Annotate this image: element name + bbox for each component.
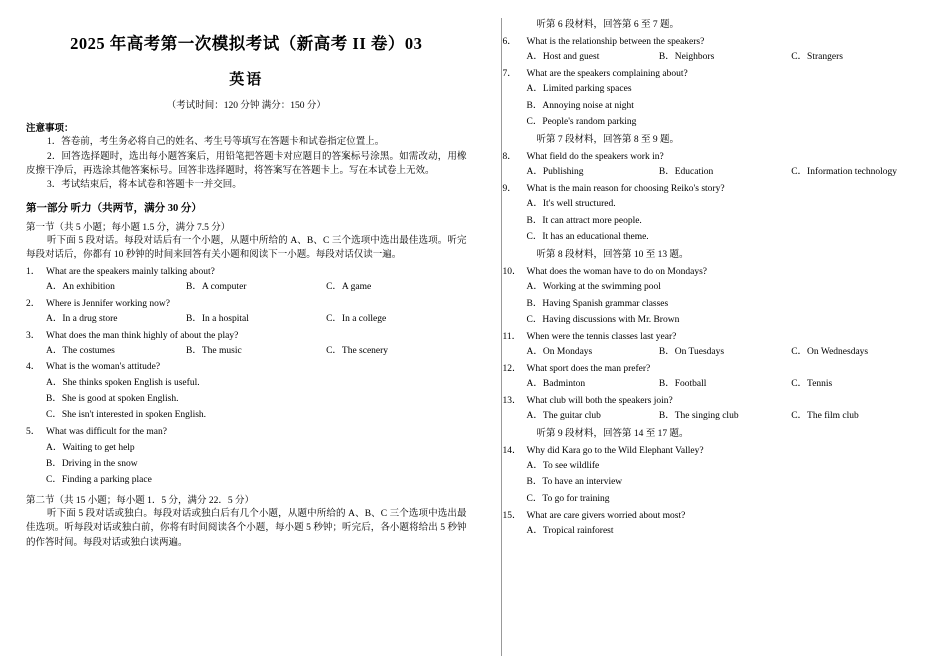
right-column (475, 18, 924, 662)
left-column (26, 18, 475, 662)
option-a[interactable]: A．Limited parking spaces (526, 84, 632, 95)
page-title: 2025 年高考第一次模拟考试（新高考 II 卷）03 (70, 34, 423, 53)
question-number: 3． (26, 330, 41, 341)
question-item (503, 67, 924, 81)
option-c[interactable]: C．Tennis (791, 379, 833, 390)
notice-item: 3．考试结束后，将本试卷和答题卡一并交回。 (47, 180, 242, 191)
question-number: 10． (502, 267, 522, 278)
question-item (503, 444, 924, 458)
option-b[interactable]: B．The music (186, 345, 242, 356)
question-number: 11． (502, 331, 522, 342)
question-stem: Why did Kara go to the Wild Elephant Valley? (526, 446, 704, 457)
question-item (26, 360, 467, 374)
option-c[interactable]: C．On Wednesdays (791, 347, 869, 358)
question-item (26, 425, 467, 439)
question-item (503, 265, 924, 279)
part-one-heading: 第一部分 听力（共两节，满分 30 分） (26, 203, 202, 215)
option-b[interactable]: B．To have an interview (526, 477, 623, 488)
listening-material-label: 听第 9 段材料，回答第 14 至 17 题。 (536, 428, 689, 439)
question-stem: Where is Jennifer working now? (46, 298, 170, 309)
question-item (503, 509, 924, 523)
option-a[interactable]: A．To see wildlife (526, 461, 600, 472)
question-stem: What is the relationship between the speakers? (526, 37, 705, 48)
question-item (26, 329, 467, 343)
option-b[interactable]: B．Education (658, 167, 714, 178)
question-stem: What is the main reason for choosing Reiko's story? (526, 184, 725, 195)
option-c[interactable]: C．People's random parking (526, 116, 637, 127)
option-b[interactable]: B．Annoying noise at night (526, 100, 634, 111)
option-a[interactable]: A．Waiting to get help (46, 442, 135, 453)
question-stem: What does the man think highly of about the play? (46, 330, 239, 341)
option-a[interactable]: A．She thinks spoken English is useful. (46, 377, 200, 388)
question-number: 5． (26, 427, 41, 438)
option-a[interactable]: A．Tropical rainforest (526, 526, 614, 537)
question-number: 8． (502, 152, 517, 163)
option-a[interactable]: A．It's well structured. (526, 199, 616, 210)
option-b[interactable]: B．In a hospital (186, 313, 249, 324)
section-one-heading: 第一节（共 5 小题；每小题 1.5 分，满分 7.5 分） (26, 223, 231, 234)
option-b[interactable]: B．Neighbors (658, 52, 715, 63)
option-b[interactable]: B．She is good at spoken English. (46, 393, 179, 404)
question-stem: When were the tennis classes last year? (526, 331, 677, 342)
listening-material-label: 听第 6 段材料，回答第 6 至 7 题。 (536, 20, 680, 30)
question-stem: What is the woman's attitude? (46, 362, 161, 373)
option-b[interactable]: B．It can attract more people. (526, 215, 642, 226)
option-a[interactable]: A．Working at the swimming pool (526, 282, 661, 293)
option-c[interactable]: C．A game (326, 281, 372, 292)
option-c[interactable]: C．Information technology (791, 167, 898, 178)
section-two-instructions: 听下面 5 段对话或独白。每段对话或独白后有几个小题，从题中所给的 A、B、C 三个选项中选出最佳选项。听每段对话或独白前，你将有时间阅读各个小题，每小题 5 秒钟；听完后，各小题将给出 5 秒钟的作答时间。每段对话或独白读两遍。 (26, 509, 467, 548)
listening-material-label: 听第 7 段材料，回答第 8 至 9 题。 (536, 134, 680, 145)
option-row (503, 345, 924, 360)
question-stem: What sport does the man prefer? (526, 363, 651, 374)
notice-item: 1．答卷前，考生务必将自己的姓名、考生号等填写在答题卡和试卷指定位置上。 (47, 137, 385, 147)
option-row (26, 312, 467, 327)
option-a[interactable]: A．In a drug store (46, 313, 118, 324)
option-b[interactable]: B．Having Spanish grammar classes (526, 298, 669, 309)
question-stem: What are the speakers mainly talking about? (46, 266, 215, 277)
question-item (503, 35, 924, 49)
option-row (26, 344, 467, 359)
option-b[interactable]: B．Football (658, 379, 707, 390)
option-a[interactable]: A．On Mondays (526, 347, 593, 358)
option-row (503, 165, 924, 180)
option-c[interactable]: C．It has an educational theme. (526, 231, 649, 242)
question-item (26, 297, 467, 311)
question-stem: What field do the speakers work in? (526, 152, 664, 163)
option-a[interactable]: A．Publishing (526, 167, 584, 178)
subject-title: 英语 (229, 72, 264, 88)
question-item (503, 150, 924, 164)
option-a[interactable]: A．The guitar club (526, 411, 601, 422)
question-number: 7． (502, 69, 517, 80)
question-number: 1． (26, 266, 41, 277)
question-number: 9． (502, 184, 517, 195)
section-one-instructions: 听下面 5 段对话。每段对话后有一个小题，从题中所给的 A、B、C 三个选项中选出最佳选项。听完每段对话后，你都有 10 秒钟的时间来回答有关小题和阅读下一小题。每段对话仅读一遍。 (26, 236, 467, 261)
question-number: 14． (502, 446, 522, 457)
option-row (503, 409, 924, 424)
listening-material-label: 听第 8 段材料，回答第 10 至 13 题。 (536, 249, 689, 260)
notice-heading: 注意事项： (26, 124, 74, 134)
option-a[interactable]: A．The costumes (46, 345, 115, 356)
option-c[interactable]: C．She isn't interested in spoken English. (46, 410, 207, 421)
option-b[interactable]: B．The singing club (658, 411, 739, 422)
option-c[interactable]: C．Having discussions with Mr. Brown (526, 314, 680, 325)
question-stem: What does the woman have to do on Mondays? (526, 267, 707, 278)
option-c[interactable]: C．In a college (326, 313, 387, 324)
option-a[interactable]: A．Badminton (526, 379, 586, 390)
question-stem: What are the speakers complaining about? (526, 69, 688, 80)
question-item (26, 265, 467, 279)
section-two-heading: 第二节（共 15 小题；每小题 1．5 分，满分 22．5 分） (26, 496, 255, 507)
notice-item: 2．回答选择题时，选出每小题答案后，用铅笔把答题卡对应题目的答案标号涂黑。如需改动，用橡皮擦干净后，再选涂其他答案标号。回答非选择题时，将答案写在答题卡上。写在本试卷上无效。 (26, 151, 467, 176)
option-a[interactable]: A．Host and guest (526, 52, 600, 63)
question-stem: What club will both the speakers join? (526, 395, 673, 406)
question-number: 4． (26, 362, 41, 373)
option-row (26, 280, 467, 295)
question-item (503, 362, 924, 376)
question-number: 13． (502, 395, 522, 406)
question-stem: What are care givers worried about most? (526, 510, 686, 521)
option-c[interactable]: C．The film club (791, 411, 859, 422)
option-b[interactable]: B．Driving in the snow (46, 458, 138, 469)
option-row (503, 50, 924, 65)
option-c[interactable]: C．Strangers (791, 52, 843, 63)
option-c[interactable]: C．Finding a parking place (46, 474, 152, 485)
option-c[interactable]: C．The scenery (326, 345, 389, 356)
question-item (503, 330, 924, 344)
question-item (503, 394, 924, 408)
question-stem: What was difficult for the man? (46, 427, 167, 438)
question-number: 12． (502, 363, 522, 374)
question-number: 15． (502, 510, 522, 521)
column-divider (501, 18, 502, 656)
exam-meta: （考试时间：120 分钟 满分：150 分） (166, 101, 326, 111)
question-number: 6． (502, 37, 517, 48)
option-row (503, 377, 924, 392)
question-item (503, 182, 924, 196)
option-a[interactable]: A．An exhibition (46, 281, 115, 292)
option-b[interactable]: B．A computer (186, 281, 247, 292)
option-c[interactable]: C．To go for training (526, 493, 610, 504)
option-b[interactable]: B．On Tuesdays (658, 347, 725, 358)
question-number: 2． (26, 298, 41, 309)
